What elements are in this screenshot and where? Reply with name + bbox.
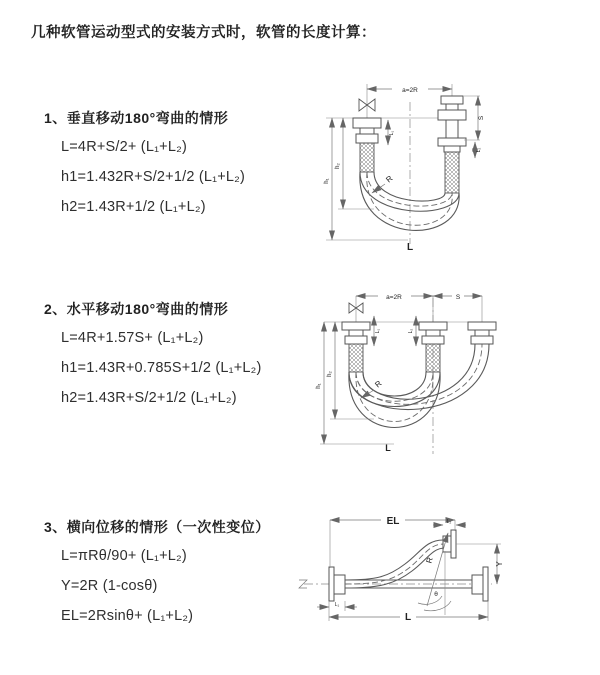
dimensions [324, 83, 485, 253]
section-3-heading: 3、横向位移的情形（一次性变位） [44, 519, 270, 535]
dim-label-y: Y [495, 561, 504, 567]
hose-curves [349, 344, 489, 428]
dim-label-radius: R [384, 173, 395, 185]
section-2 [44, 299, 262, 420]
flange-neck [444, 146, 460, 152]
dimensions [316, 290, 482, 453]
left-end-fitting [342, 296, 370, 372]
dim-label-fit-right: L₂ [408, 328, 414, 334]
hose-s-curve [345, 530, 456, 588]
flange-plate [451, 530, 456, 558]
flange-hub [443, 536, 451, 552]
section-1-heading: 1、垂直移动180°弯曲的情形 [44, 110, 229, 126]
dim-label-length: L [406, 242, 414, 253]
dim-label-h2: h₂ [327, 371, 333, 377]
straight-pipe-original [345, 567, 488, 601]
section-2-formula-L: L=4R+1.57S+ (L₁+L₂) [61, 330, 204, 346]
dim-label-h1: h₁ [316, 383, 322, 389]
section-3-formula-EL: EL=2Rsinθ+ (L₁+L₂) [61, 608, 194, 624]
pipe-neck [446, 120, 458, 138]
dim-label-radius: R [424, 556, 435, 565]
radius-arrow [361, 390, 374, 398]
flange-neck [446, 104, 458, 110]
dim-label-el: EL [386, 516, 400, 527]
angle-arc [418, 596, 442, 604]
section-3-formula-Y: Y=2R (1-cosθ) [61, 578, 158, 594]
right-end-fitting [468, 296, 496, 344]
dim-label-stroke: S [455, 294, 461, 301]
diagram-3-lateral-displacement [296, 503, 596, 643]
diagram-1-vertical-bend [312, 76, 552, 254]
flange-hub [472, 575, 483, 594]
flange [345, 336, 367, 344]
diagram-2-horizontal-bend [312, 286, 557, 458]
section-1 [44, 108, 245, 229]
flange [471, 336, 493, 344]
section-1-formula-L: L=4R+S/2+ (L₁+L₂) [61, 139, 187, 155]
left-end-fitting [353, 84, 381, 172]
flange [342, 322, 370, 330]
dim-label-span: a=2R [386, 294, 402, 301]
hose-curves [360, 172, 459, 230]
flange-neck [349, 330, 363, 336]
flange-neck [360, 128, 374, 134]
flange [353, 118, 381, 128]
section-3 [44, 517, 270, 638]
section-2-heading: 2、水平移动180°弯曲的情形 [44, 301, 229, 317]
dim-label-stroke: S [478, 115, 485, 121]
section-2-formula-h2: h2=1.43R+S/2+1/2 (L₁+L₂) [61, 390, 237, 406]
flange-neck [426, 330, 440, 336]
braided-hose [426, 344, 440, 372]
flange [422, 336, 444, 344]
dim-label-length: L [385, 443, 391, 453]
flange [356, 134, 378, 143]
flange-cap [441, 96, 463, 104]
section-1-formula-h1: h1=1.432R+S/2+1/2 (L₁+L₂) [61, 169, 246, 185]
flange-plate [483, 567, 488, 601]
dim-label-h1: h₁ [324, 178, 330, 184]
flange [438, 138, 466, 146]
flange-neck [475, 330, 489, 336]
braided-hose [349, 344, 363, 372]
left-end-fitting [329, 567, 345, 601]
flange [419, 322, 447, 330]
braided-hose [445, 152, 459, 193]
dim-label-fit-left: L₁ [389, 130, 395, 136]
right-end-fitting [438, 84, 466, 193]
dim-label-fit-right: L₂ [476, 147, 482, 153]
section-1-formula-h2: h2=1.43R+1/2 (L₁+L₂) [61, 199, 206, 215]
page-title: 几种软管运动型式的安装方式时，软管的长度计算： [31, 25, 376, 41]
dimensions [317, 513, 504, 623]
flange-hub [334, 575, 345, 594]
middle-end-fitting [419, 296, 447, 372]
dim-label-fit-left: L₁ [334, 602, 340, 608]
flange-plate [329, 567, 334, 601]
dim-label-fit-right: L₂ [446, 519, 452, 525]
braided-hose [360, 143, 374, 172]
section-3-formula-L: L=πRθ/90+ (L₁+L₂) [61, 548, 187, 564]
dim-label-h2: h₂ [335, 163, 341, 169]
section-2-formula-h1: h1=1.43R+0.785S+1/2 (L₁+L₂) [61, 360, 262, 376]
dim-label-length: L [404, 612, 412, 623]
flange [438, 110, 466, 120]
dim-label-span: a=2R [402, 87, 418, 94]
dim-label-radius: R [373, 378, 384, 390]
dim-label-angle: θ [434, 591, 438, 598]
flange [468, 322, 496, 330]
dim-label-fit-left: L₁ [375, 328, 381, 334]
